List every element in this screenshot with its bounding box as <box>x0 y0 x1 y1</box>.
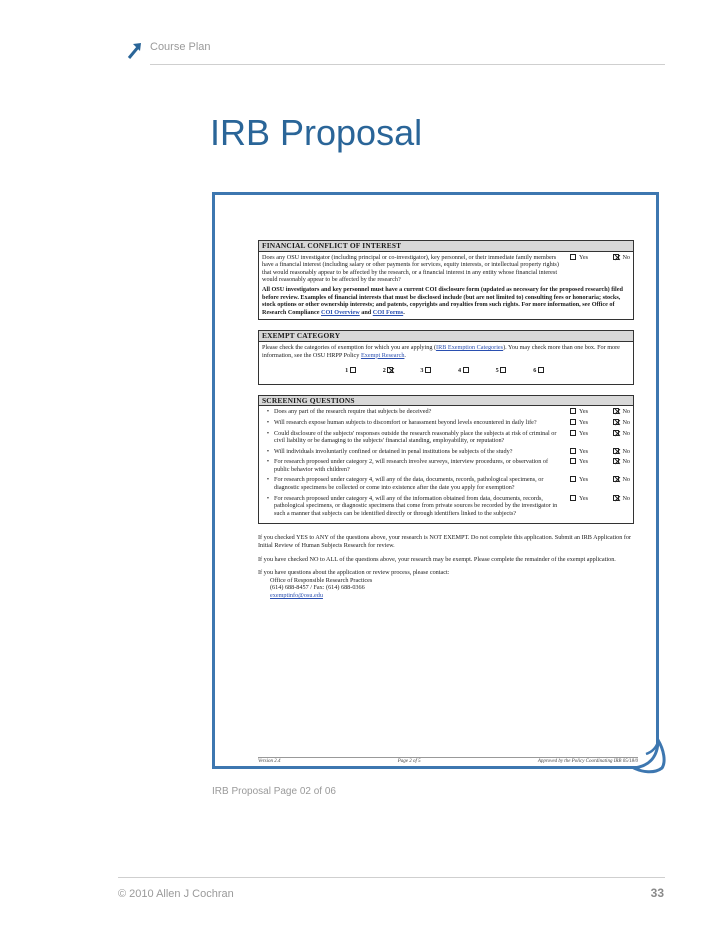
checkbox-icon <box>570 430 576 436</box>
may-be-exempt-paragraph: If you have checked NO to ALL of the questions above, your research may be exempt. Please complete the remainder of the exempt application. <box>258 555 616 563</box>
checkbox-icon <box>538 367 544 373</box>
checked-box-icon <box>613 448 619 454</box>
checkbox-icon <box>570 448 576 454</box>
doc-version: Version 2.4 <box>258 759 281 764</box>
no-option[interactable]: No <box>613 495 630 503</box>
checked-box-icon <box>613 430 619 436</box>
slide-title: IRB Proposal <box>210 112 423 153</box>
screening-question: • Could disclosure of the subjects' responses outside the research reasonably place the subjects at risk of criminal or civil liability or be damaging to the subjects' financial standing, employability, or reputation? Yes No <box>266 429 630 445</box>
category-3[interactable]: 3 <box>420 367 434 375</box>
checked-box-icon <box>613 408 619 414</box>
category-4[interactable]: 4 <box>458 367 472 375</box>
exempt-instructions: Please check the categories of exemption for which you are applying (IRB Exemption Categories). You may check more than one box. For more information, see the OSU HRPP Policy Exempt Research. <box>262 343 620 359</box>
screening-question: • For research proposed under category 2, will research involve surveys, interview procedures, or observation of public behavior with children? Yes No <box>266 458 630 473</box>
not-exempt-paragraph: If you checked YES to ANY of the questions above, your research is NOT EXEMPT. Do not complete this application. Submit an IRB Application for Initial Review of Human Subjects Research for review. <box>258 534 632 550</box>
yes-option[interactable]: Yes <box>570 448 588 456</box>
fci-yes-no <box>570 254 630 284</box>
no-option[interactable]: No <box>613 448 630 456</box>
contact-paragraph: If you have questions about the application or review process, please contact: <box>258 569 450 577</box>
exempt-research-link[interactable]: Exempt Research <box>360 351 405 359</box>
checked-box-icon <box>613 254 619 260</box>
page-number: 33 <box>650 886 664 900</box>
category-1[interactable]: 1 <box>345 367 359 375</box>
checkbox-icon <box>425 367 431 373</box>
fci-notice: All OSU investigators and key personnel must have a current COI disclosure form (updated as necessary for the proposed research) filed before review. Examples of financial interests that must be disclosed include (but are not limited to) consulting fees or honoraria; stocks, stock options or other ownership interests; and patents, copyrights and royalties from such rights. For more information, see Office of Research Compliance COI Overview and COI Forms. <box>262 285 623 316</box>
fci-question: Does any OSU investigator (including principal or co-investigator), key personnel, or their immediate family members have a financial interest (including salary or other payments for services, equity interests, or intellectual property rights) that would reasonably appear to be affected by the research, or a financial interest in any entity whose financial interest would reasonably appear to be affected by the research? <box>262 253 559 284</box>
exemption-categories-link[interactable]: IRB Exemption Categories <box>436 343 504 351</box>
checkbox-icon <box>570 254 576 260</box>
coi-forms-link[interactable]: COI Forms <box>372 308 404 316</box>
no-option[interactable]: No <box>613 458 630 466</box>
category-6[interactable]: 6 <box>533 367 547 375</box>
copyright: © 2010 Allen J Cochran <box>118 888 234 900</box>
arrow-icon <box>126 40 144 60</box>
fci-title: FINANCIAL CONFLICT OF INTEREST <box>259 241 633 252</box>
yes-option[interactable]: Yes <box>570 408 588 416</box>
checked-box-icon <box>613 458 619 464</box>
category-2[interactable]: 2 <box>383 367 397 375</box>
checkbox-icon <box>350 367 356 373</box>
no-option[interactable]: No <box>613 430 630 438</box>
doc-page: Page 2 of 5 <box>397 759 421 764</box>
fci-yes-option[interactable]: Yes <box>570 254 588 262</box>
yes-option[interactable]: Yes <box>570 495 588 503</box>
screening-title: SCREENING QUESTIONS <box>259 396 633 407</box>
doc-approved: Approved by the Policy Coordinating IRB 05/18/0 <box>537 759 638 764</box>
fci-section <box>258 240 634 320</box>
contact-office: Office of Responsible Research Practices <box>270 576 373 584</box>
screening-section <box>258 395 634 525</box>
checkbox-icon <box>463 367 469 373</box>
yes-option[interactable]: Yes <box>570 476 588 484</box>
header-label: Course Plan <box>150 41 211 53</box>
contact-email-link[interactable]: exemptinfo@osu.edu <box>270 592 323 599</box>
checked-box-icon <box>613 419 619 425</box>
no-option[interactable]: No <box>613 476 630 484</box>
checkbox-icon <box>500 367 506 373</box>
irb-document <box>258 240 634 600</box>
coi-overview-link[interactable]: COI Overview <box>321 308 360 316</box>
yes-option[interactable]: Yes <box>570 419 588 427</box>
screening-question: • For research proposed under category 4, will any of the data, documents, records, pathological specimens, or diagnostic specimens be collected or come into existence after the date you apply for exemption? Yes No <box>266 476 630 492</box>
checkbox-icon <box>570 408 576 414</box>
yes-option[interactable]: Yes <box>570 458 588 466</box>
screening-question: • Does any part of the research require that subjects be deceived? Yes No <box>266 408 630 416</box>
exempt-title: EXEMPT CATEGORY <box>259 331 633 342</box>
screening-question: • For research proposed under category 4, will any of the information obtained from data, documents, records, pathological specimens, or diagnostic specimens that come from private sources be recorded by the investigator in such a manner that subjects can be identified directly or through identifiers linked to the subjects? Yes No <box>266 494 630 517</box>
yes-option[interactable]: Yes <box>570 430 588 438</box>
checkbox-icon <box>570 458 576 464</box>
footer-rule <box>118 877 665 878</box>
no-option[interactable]: No <box>613 408 630 416</box>
instructions-after <box>258 534 634 599</box>
category-checkboxes <box>262 367 630 375</box>
no-option[interactable]: No <box>613 419 630 427</box>
fci-no-option[interactable]: No <box>613 254 630 262</box>
checked-box-icon <box>613 476 619 482</box>
document-footer <box>258 757 638 764</box>
figure-caption: IRB Proposal Page 02 of 06 <box>212 786 336 797</box>
checkbox-icon <box>570 495 576 501</box>
checked-box-icon <box>387 367 393 373</box>
checkbox-icon <box>570 419 576 425</box>
contact-phone: (614) 688-8457 / Fax: (614) 688-0366 <box>270 584 365 592</box>
screening-question: • Will research expose human subjects to discomfort or harassment beyond levels encountered in daily life? Yes No <box>266 418 630 426</box>
header-rule <box>150 64 665 65</box>
exempt-section <box>258 330 634 384</box>
category-5[interactable]: 5 <box>496 367 510 375</box>
screening-question: • Will individuals involuntarily confined or detained in penal institutions be subjects of the study? Yes No <box>266 447 630 455</box>
checkbox-icon <box>570 476 576 482</box>
checked-box-icon <box>613 495 619 501</box>
